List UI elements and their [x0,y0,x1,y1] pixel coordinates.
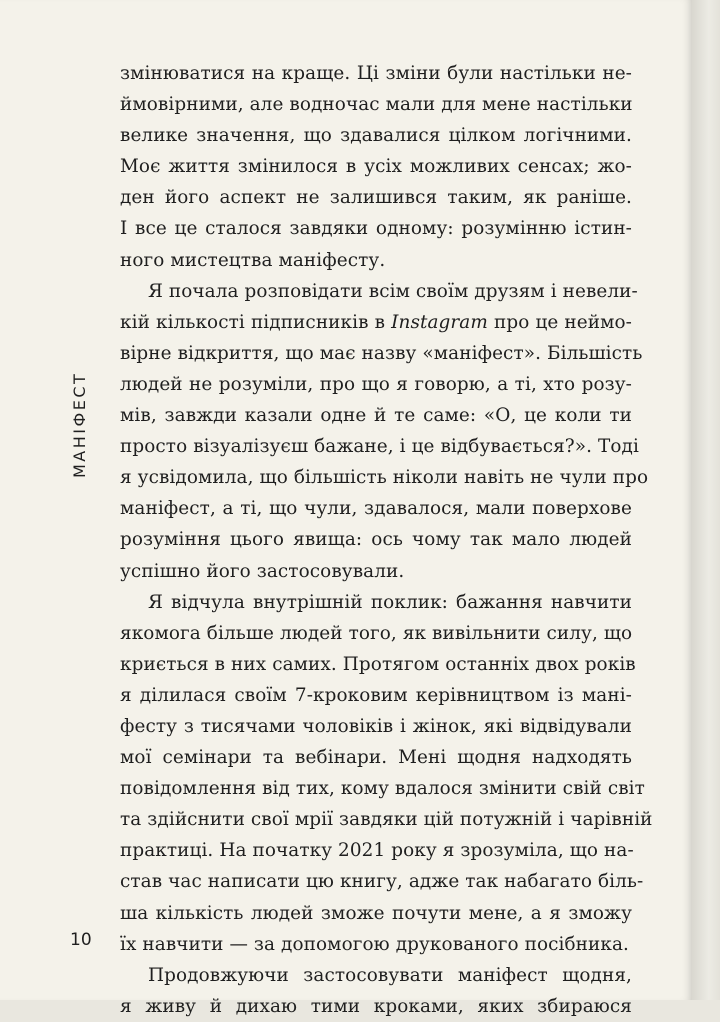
text-line: успішно його застосовували. [120,560,405,582]
brand-name-instagram: Instagram [391,311,488,333]
text-line: та здійснити свої мрії завдяки цій потужній і чарівній [120,809,653,831]
text-segment: кій кількості підписників в [120,311,392,333]
text-line: ного мистецтва маніфесту. [120,249,386,271]
text-line: Я відчула внутрішній поклик: бажання навчити [148,591,632,613]
text-line: став час написати цю книгу, адже так набагато біль- [120,871,644,893]
text-line: практиці. На початку 2021 року я зрозуміла, що на- [120,840,634,862]
text-line: Я почала розповідати всім своїм друзям і невели- [148,280,638,302]
page-number: 10 [70,930,92,950]
text-line: я ділилася своїм 7-кроковим керівництвом із мані- [120,684,632,706]
text-line: мої семінари та вебінари. Мені щодня надходять [120,747,632,769]
text-line: фесту з тисячами чоловіків і жінок, які відвідували [120,715,632,737]
running-head: МАНІФЕСТ [70,371,89,478]
text-line: мів, завжди казали одне й те саме: «О, це коли ти [120,405,632,427]
text-line: ймовірними, але водночас мали для мене настільки [120,94,633,116]
text-line: якомога більше людей того, як вивільнити силу, що [120,622,633,644]
page-edge [692,0,720,1000]
text-line: я живу й дихаю тими кроками, яких збираюся [120,995,632,1017]
text-line: ша кількість людей зможе почути мене, а я зможу [120,902,632,924]
text-line: І все це сталося завдяки одному: розумінню істин- [120,218,632,240]
text-line: вірне відкриття, що має назву «маніфест». Більшість [120,342,643,364]
text-line: їх навчити — за допомогою друкованого посібника. [120,933,629,955]
text-line-mixed [120,307,632,338]
text-line: ден його аспект не залишився таким, як раніше. [120,187,632,209]
text-line: змінюватися на краще. Ці зміни були настільки не- [120,63,632,84]
body-text [120,58,653,1022]
text-line: маніфест, а ті, що чули, здавалося, мали поверхове [120,498,632,520]
text-line: я усвідомила, що більшість ніколи навіть не чули про [120,467,649,489]
text-line: людей не розуміли, про що я говорю, а ті, хто розу- [120,373,632,395]
text-line: велике значення, що здавалися цілком логічними. [120,125,632,147]
text-line: Моє життя змінилося в усіх можливих сенсах; жо- [120,156,632,178]
text-line: просто візуалізуєш бажане, і це відбувається?». Тоді [120,436,639,458]
text-line: криється в них самих. Протягом останніх двох років [120,653,636,675]
text-segment: про це неймо- [487,311,632,333]
text-line: розуміння цього явища: ось чому так мало людей [120,529,632,551]
text-line: Продовжуючи застосовувати маніфест щодня, [148,964,632,986]
text-line: повідомлення від тих, кому вдалося змінити свій світ [120,778,645,800]
